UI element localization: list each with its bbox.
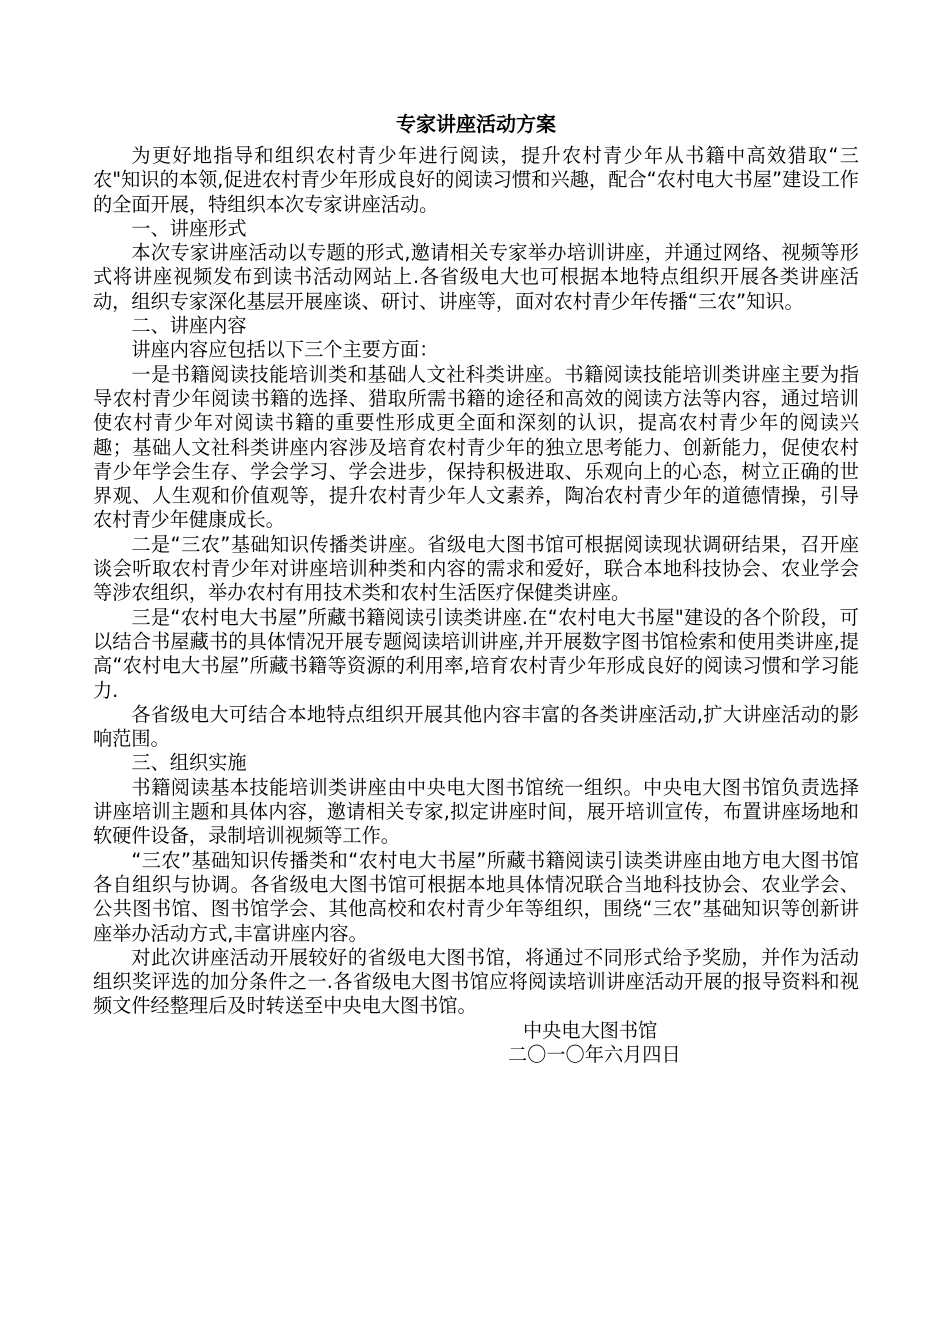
signature-date: 二〇一〇年六月四日 xyxy=(508,1042,681,1066)
section-3-heading: 三、组织实施 xyxy=(131,751,247,775)
section-2-lead: 讲座内容应包括以下三个主要方面： xyxy=(131,338,439,362)
document-title: 专家讲座活动方案 xyxy=(396,112,556,136)
section-1-paragraph: 本次专家讲座活动以专题的形式,邀请相关专家举办培训讲座，并通过网络、视频等形式将讲座视频发布到读书活动网站上.各省级电大也可根据本地特点组织开展各类讲座活动，组织专家深化基层开展座谈、研讨、讲座等，面对农村青少年传播“三农”知识。 xyxy=(93,241,859,313)
section-2-closing: 各省级电大可结合本地特点组织开展其他内容丰富的各类讲座活动,扩大讲座活动的影响范围。 xyxy=(93,702,859,751)
section-2-item-2: 二是“三农”基础知识传播类讲座。省级电大图书馆可根据阅读现状调研结果，召开座谈会听取农村青少年对讲座培训种类和内容的需求和爱好，联合本地科技协会、农业学会等涉农组织，举办农村有用技术类和农村生活医疗保健类讲座。 xyxy=(93,532,859,605)
section-3-paragraph-1: 书籍阅读基本技能培训类讲座由中央电大图书馆统一组织。中央电大图书馆负责选择讲座培训主题和具体内容，邀请相关专家,拟定讲座时间，展开培训宣传，布置讲座场地和软硬件设备，录制培训视频等工作。 xyxy=(93,775,859,848)
section-1-heading: 一、讲座形式 xyxy=(131,216,247,240)
intro-paragraph: 为更好地指导和组织农村青少年进行阅读，提升农村青少年从书籍中高效猎取“三农"知识的本领,促进农村青少年形成良好的阅读习惯和兴趣，配合“农村电大书屋”建设工作的全面开展，特组织本次专家讲座活动。 xyxy=(93,144,859,216)
section-2-item-1: 一是书籍阅读技能培训类和基础人文社科类讲座。书籍阅读技能培训类讲座主要为指导农村青少年阅读书籍的选择、猎取所需书籍的途径和高效的阅读方法等内容，通过培训使农村青少年对阅读书籍的重要性形成更全面和深刻的认识，提高农村青少年的阅读兴趣；基础人文社科类讲座内容涉及培育农村青少年的独立思考能力、创新能力，促使农村青少年学会生存、学会学习、学会进步，保持积极进取、乐观向上的心态，树立正确的世界观、人生观和价值观等，提升农村青少年人文素养，陶冶农村青少年的道德情操，引导农村青少年健康成长。 xyxy=(93,362,859,532)
section-2-item-3: 三是“农村电大书屋”所藏书籍阅读引读类讲座.在“农村电大书屋"建设的各个阶段，可以结合书屋藏书的具体情况开展专题阅读培训讲座,并开展数字图书馆检索和使用类讲座,提高“农村电大书屋”所藏书籍等资源的利用率,培育农村青少年形成良好的阅读习惯和学习能力. xyxy=(93,605,859,702)
signature-organization: 中央电大图书馆 xyxy=(523,1018,658,1042)
section-2-heading: 二、讲座内容 xyxy=(131,314,247,338)
section-3-paragraph-3: 对此次讲座活动开展较好的省级电大图书馆，将通过不同形式给予奖励，并作为活动组织奖评选的加分条件之一.各省级电大图书馆应将阅读培训讲座活动开展的报导资料和视频文件经整理后及时转送至中央电大图书馆。 xyxy=(93,945,859,1018)
document-page xyxy=(93,110,859,1067)
section-3-paragraph-2: “三农”基础知识传播类和“农村电大书屋”所藏书籍阅读引读类讲座由地方电大图书馆各自组织与协调。各省级电大图书馆可根据本地具体情况联合当地科技协会、农业学会、公共图书馆、图书馆学会、其他高校和农村青少年等组织，围绕“三农”基础知识等创新讲座举办活动方式,丰富讲座内容。 xyxy=(93,848,859,945)
